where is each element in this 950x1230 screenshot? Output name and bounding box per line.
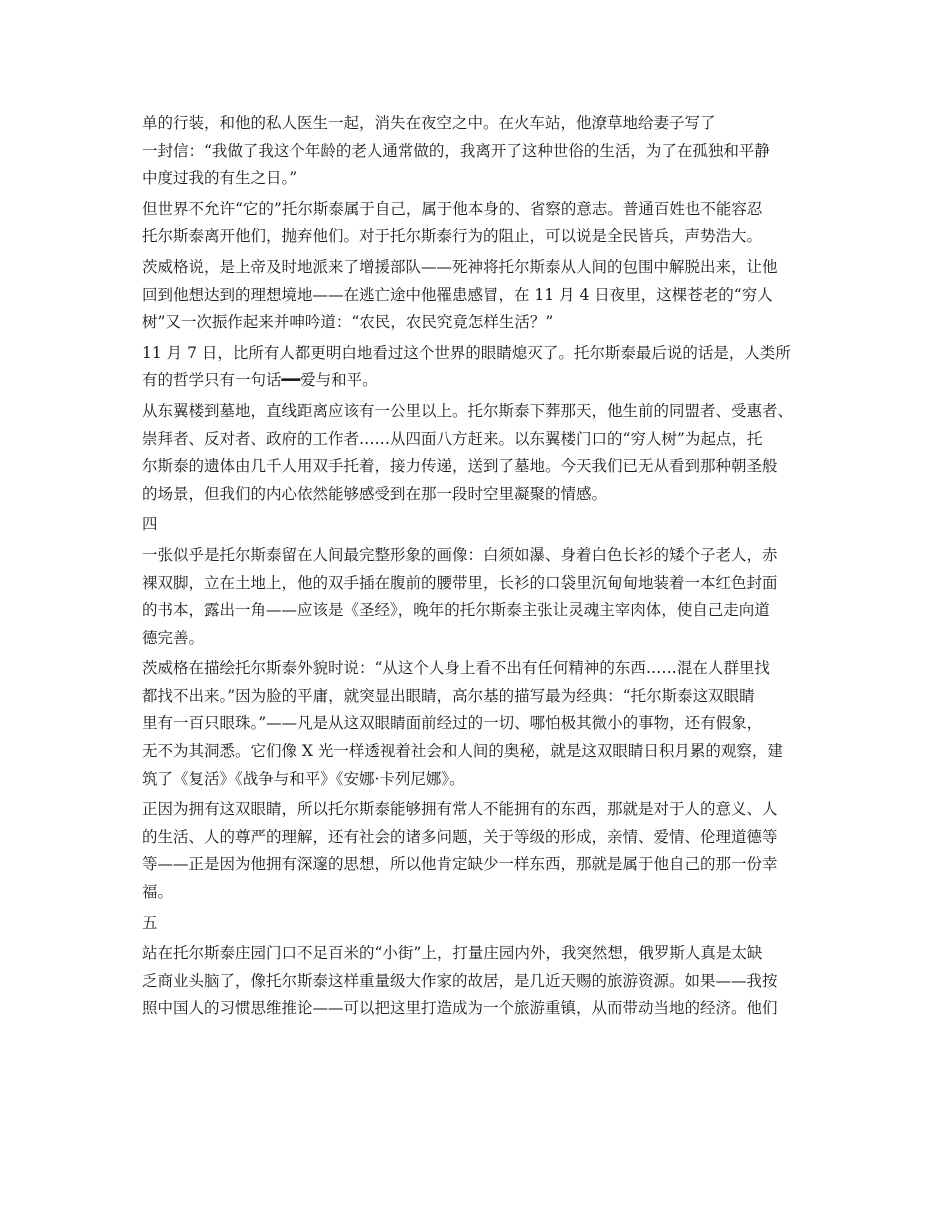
paragraph-line: 里有一百只眼珠。”——凡是从这双眼睛面前经过的一切、哪怕极其微小的事物，还有假象， xyxy=(142,714,763,733)
paragraph xyxy=(142,940,814,1023)
paragraph xyxy=(142,796,814,906)
paragraph-line: 有的哲学只有一句话━━爱与和平。 xyxy=(142,371,378,390)
paragraph-line: 托尔斯泰离开他们，抛弃他们。对于托尔斯泰行为的阻止，可以说是全民皆兵，声势浩大。 xyxy=(142,227,763,246)
document-body xyxy=(142,110,814,1026)
section-heading xyxy=(142,910,814,938)
paragraph-line: 茨威格说，是上帝及时地派来了增援部队——死神将托尔斯泰从人间的包围中解脱出来，让他 xyxy=(142,257,778,276)
paragraph-line: 的书本，露出一角——应该是《圣经》，晚年的托尔斯泰主张让灵魂主宰肉体，使自己走向道 xyxy=(142,601,770,620)
paragraph-line: 一封信：“我做了我这个年龄的老人通常做的，我离开了这种世俗的生活，为了在孤独和平静 xyxy=(142,141,770,160)
paragraph-line: 中度过我的有生之日。” xyxy=(142,169,298,188)
paragraph-line: 11 月 7 日，比所有人都更明白地看过这个世界的眼睛熄灭了。托尔斯泰最后说的话是，人类所 xyxy=(142,343,791,362)
paragraph-line: 福。 xyxy=(142,883,174,902)
section-heading xyxy=(142,511,814,539)
paragraph-line: 等——正是因为他拥有深邃的思想，所以他肯定缺少一样东西，那就是属于他自己的那一份幸 xyxy=(142,855,778,874)
section-heading-text: 四 xyxy=(142,515,158,534)
paragraph-line: 从东翼楼到墓地，直线距离应该有一公里以上。托尔斯泰下葬那天，他生前的同盟者、受惠者、 xyxy=(142,401,794,420)
paragraph-line: 的场景，但我们的内心依然能够感受到在那一段时空里凝聚的情感。 xyxy=(142,484,608,503)
paragraph-line: 单的行装，和他的私人医生一起，消失在夜空之中。在火车站，他潦草地给妻子写了 xyxy=(142,114,716,132)
paragraph-line: 乏商业头脑了，像托尔斯泰这样重量级大作家的故居，是几近天赐的旅游资源。如果——我按 xyxy=(142,971,778,990)
paragraph-line: 正因为拥有这双眼睛，所以托尔斯泰能够拥有常人不能拥有的东西，那就是对于人的意义、人 xyxy=(142,800,778,819)
paragraph-line: 裸双脚，立在土地上，他的双手插在腹前的腰带里，长衫的口袋里沉甸甸地装着一本红色封面 xyxy=(142,573,778,592)
paragraph xyxy=(142,110,814,193)
paragraph xyxy=(142,398,814,508)
paragraph-line: 回到他想达到的理想境地——在逃亡途中他罹患感冒，在 11 月 4 日夜里，这棵苍老的“穷人 xyxy=(142,285,773,304)
paragraph-line: 崇拜者、反对者、政府的工作者……从四面八方赶来。以东翼楼门口的“穷人树”为起点，托 xyxy=(142,429,763,448)
paragraph-line: 的生活、人的尊严的理解，还有社会的诸多问题，关于等级的形成，亲情、爱情、伦理道德等 xyxy=(142,827,778,846)
paragraph-line: 茨威格在描绘托尔斯泰外貌时说：“从这个人身上看不出有任何精神的东西……混在人群里找 xyxy=(142,659,770,678)
paragraph-line: 德完善。 xyxy=(142,628,205,647)
paragraph-line: 筑了《复活》《战争与和平》《安娜·卡列尼娜》。 xyxy=(142,769,465,788)
paragraph xyxy=(142,340,814,395)
section-heading-text: 五 xyxy=(142,913,158,932)
paragraph-line: 一张似乎是托尔斯泰留在人间最完整形象的画像：白须如瀑、身着白色长衫的矮个子老人，赤 xyxy=(142,545,778,564)
paragraph-line: 无不为其洞悉。它们像 X 光一样透视着社会和人间的奥秘，就是这双眼睛日积月累的观察，建 xyxy=(142,742,783,761)
paragraph-line: 都找不出来。”因为脸的平庸，就突显出眼睛，高尔基的描写最为经典：“托尔斯泰这双眼睛 xyxy=(142,686,755,705)
paragraph-line: 尔斯泰的遗体由几千人用双手托着，接力传递，送到了墓地。今天我们已无从看到那种朝圣般 xyxy=(142,457,778,476)
paragraph-line: 站在托尔斯泰庄园门口不足百米的“小街”上，打量庄园内外，我突然想，俄罗斯人真是太缺 xyxy=(142,944,763,963)
paragraph xyxy=(142,196,814,251)
paragraph-line: 但世界不允许“它的”托尔斯泰属于自己，属于他本身的、省察的意志。普通百姓也不能容忍 xyxy=(142,199,763,218)
paragraph-line: 照中国人的习惯思维推论——可以把这里打造成为一个旅游重镇，从而带动当地的经济。他们 xyxy=(142,999,778,1018)
paragraph xyxy=(142,655,814,793)
paragraph xyxy=(142,542,814,652)
paragraph xyxy=(142,254,814,337)
paragraph-line: 树”又一次振作起来并呻吟道：“农民，农民究竟怎样生活？” xyxy=(142,313,554,332)
